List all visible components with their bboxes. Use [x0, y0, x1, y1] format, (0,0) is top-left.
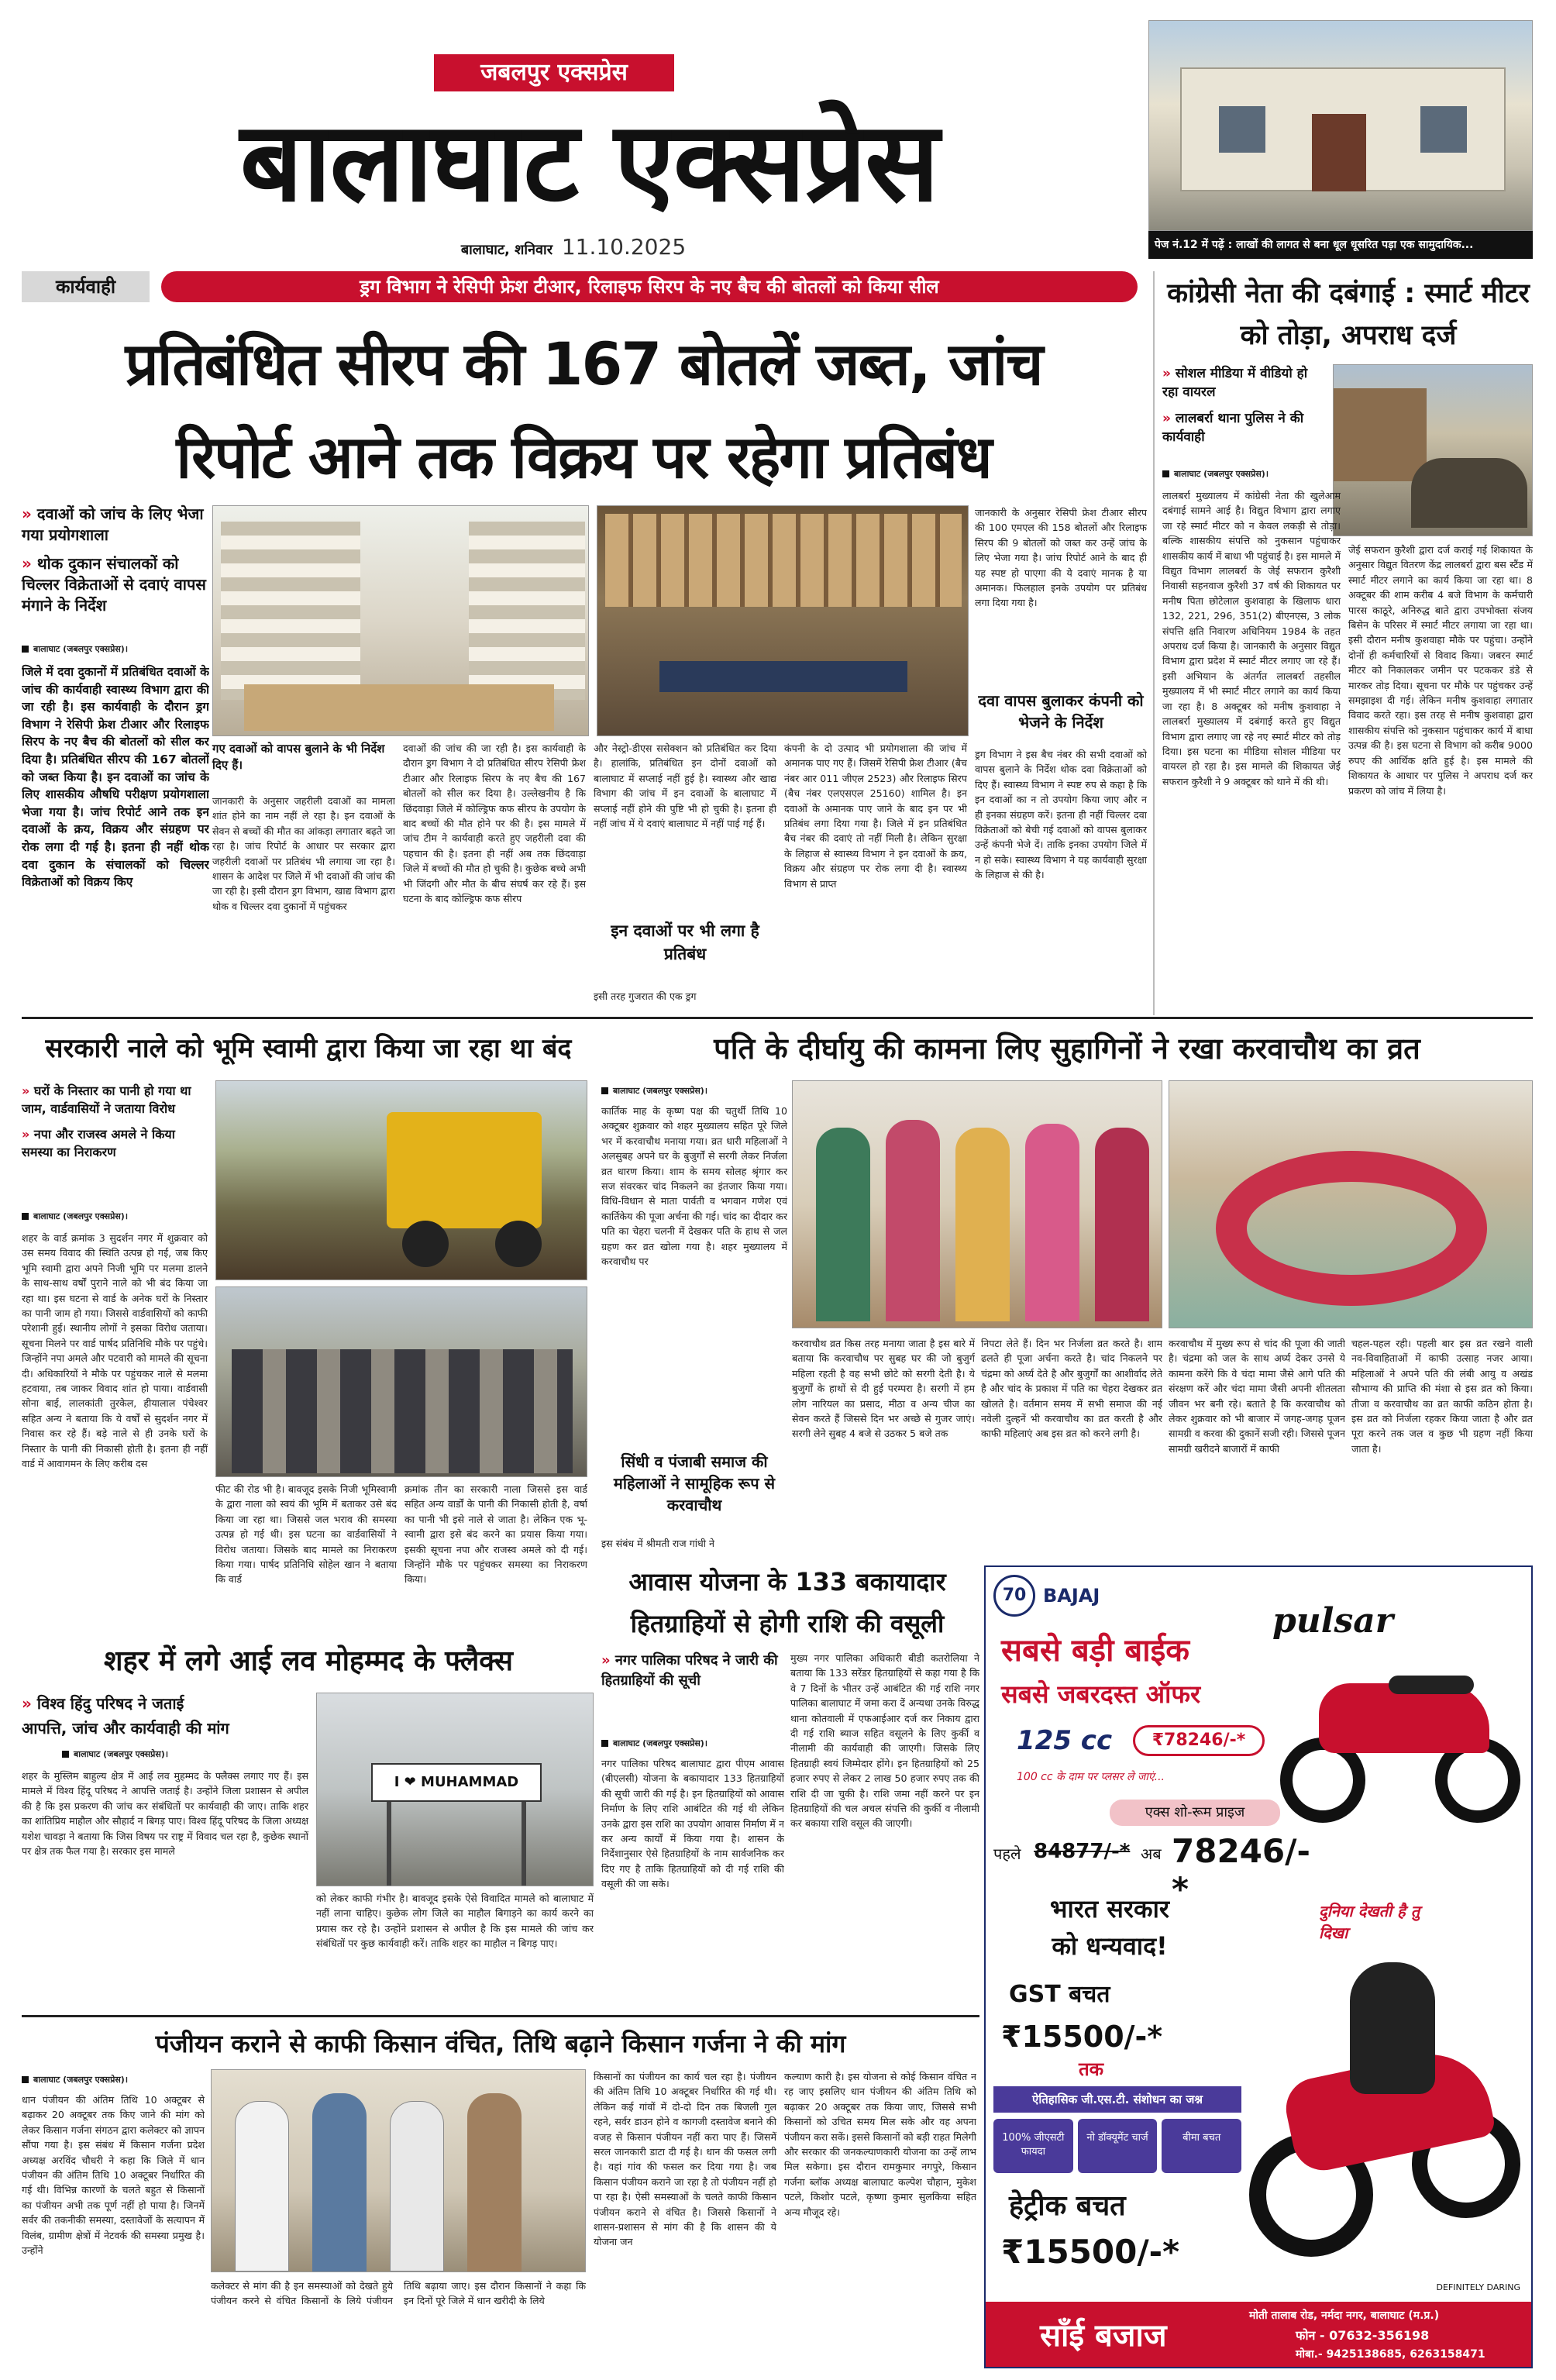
flex-col1: शहर के मुस्लिम बाहुल्य क्षेत्र में आई लव मुहम्मद के फ्लैक्स लगाए गए हैं। इस मामले में विश्व हिंदू परिषद ने आपत्ति जताई है। उन्होंने जिला प्रशासन से अपील की है कि इस प्रकरण की जांच कर संबंधितों पर कार्यवाही की जाए। ताकि शहर का शांतिप्रिय माहौल और सौहार्द न बिगड़ पाए। विश्व हिंदू परिषद के जिला अध्यक्ष यशेश चावड़ा ने बताया कि जिस विषय पर राष्ट्र में विवाद चल रहा है, कुछेक स्थानों पर क्षेत्र तक फैल गया है। सरकार इस मामले [22, 1770, 308, 1858]
congress-col1: लालबर्रा मुख्यालय में कांग्रेसी नेता की खुलेआम दबंगाई सामने आई है। विद्युत विभाग द्वारा लगाए जा रहे स्मार्ट मीटर को न केवल लकड़ी से तोड़ा। बल्कि शासकीय संपत्ति को नुकसान पहुंचाकर शासकीय कार्य में बाधा भी पहुंचाई है। इस मामले में विद्युत विभाग लालबर्रा के जेई सफरान कुरैशी निवासी सहनवाज कुरैशी 37 वर्ष की शिकायत पर मनीष पिता छोटेलाल कुशवाहा के खिलाफ धारा 132, 221, 296, 351(2) बीएनएस, 3 लोक संपत्ति क्षति निवारण अधिनियम 1984 के तहत अपराध दर्ज किया है। जानकारी के अनुसार विद्युत विभाग द्वारा प्रदेश में स्मार्ट मीटर लगाए जा रहे हैं। इसी अभियान के अंतर्गत लालबर्रा तहसील मुख्यालय में भी स्मार्ट मीटर लगाने का कार्य किया जा रहा है। 8 अक्टूबर को मनीष कुशवाहा ने लालबर्रा मुख्यालय में दबंगाई करते हुए विद्युत विभाग द्वारा लगाए जा रहे नए स्मार्ट मीटर को तोड़ दिया। इस घटना का मीडिया सोशल मीडिया पर वायरल हो रहा है। इस मामले की शिकायत जेई सफरान कुरैशी ने 9 अक्टूबर को थाने में की थी। [1162, 490, 1341, 787]
farmers-col4: कल्याण कारी है। इस योजना से कोई किसान वंचित न रह जाए इसलिए धान पंजीयन की अंतिम तिथि को बढ़ाकर 20 अक्टूबर तक किया जाए, जिससे सभी किसानों को उचित समय मिल सके और वह अपना पंजीयन करा सकें। इससे किसानों को बड़ी राहत मिलेगी और सरकार की जनकल्याणकारी योजना का उन्हें लाभ मिल सकेगा। इस दौरान रामकुमार नगपुरे, किसान गर्जना ब्लॉक अध्यक्ष बालाघाट कल्पेश चौहान, मुकेश पटले, किशोर पटले, कृष्णा कुमार सुलकिया सहित अन्य मौजूद रहे। [784, 2071, 976, 2218]
lead-byline [22, 643, 208, 655]
lead-intro: जिले में दवा दुकानों में प्रतिबंधित दवाओं के जांच की कार्यवाही स्वास्थ्य विभाग द्वारा की जा रही है। इस कार्यवाही के दौरान ड्रग विभाग ने रेसिपी फ्रेश टीआर और रिलाइफ सिरप के नए बैच की बोतलों को सील कर दिया है। प्रतिबंधित सीरप की 167 बोतलों को जब्त किया है। इन दवाओं का जांच के लिए शासकीय औषधि परीक्षण प्रयोगशाला भेजा गया है। जांच रिपोर्ट आने तक इन दवाओं के क्रय, विक्रय और संग्रहण पर रोक लगा दी गई है। इतना ही नहीं थोक दवा दुकान के संचालकों को चिल्लर विक्रेताओं को विक्रय किए [22, 665, 209, 890]
gst-reform-banner: ऐतिहासिक जी.एस.टी. संशोधन का जश्न [993, 2086, 1241, 2113]
dealer-address: मोती तालाब रोड, नर्मदा नगर, बालाघाट (म.प्र.) [1249, 2309, 1440, 2322]
lead-kicker-bar [22, 271, 1138, 302]
lead-col5: कंपनी के दो उत्पाद भी प्रयोगशाला की जांच में अमानक पाए गए हैं। जिसमें रेसिपी फ्रेश टीआर (बैच नंबर आर 011 जीएल 2523) और रिलाइफ सिरप (बैच नंबर एलएसएल 25160) शामिल है। इन दवाओं के अमानक पाए जाने के बाद इन पर भी प्रतिबंध लगा दिया गया है। जिले में इन प्रतिबंधित बैच नंबर की दवाएं तो नहीं मिली है। लेकिन सुरक्षा के लिहाज से स्वास्थ्य विभाग ने इन दवाओं के क्रय, विक्रय और संग्रहण पर रोक लगा दी है। स्वास्थ्य विभाग से प्राप्त [784, 742, 967, 890]
gst-amount: ₹15500/-* [1001, 2020, 1163, 2054]
thanks-line-1: भारत सरकार [1050, 1894, 1169, 1924]
circle-shape [1216, 1151, 1487, 1306]
wheel-shape [495, 1221, 542, 1267]
lead-bullet-text: दवाओं को जांच के लिए भेजा गया प्रयोगशाला [22, 505, 204, 544]
housing-byline [601, 1738, 780, 1749]
new-price: 78246/-* [1172, 1832, 1310, 1908]
section-rule [22, 1017, 1533, 1019]
column-divider [1153, 271, 1155, 1015]
figure-shape [1025, 1124, 1079, 1321]
lead-photo-inspection [597, 505, 969, 736]
flex-bullet-2: आपत्ति, जांच और कार्यवाही की मांग [22, 1719, 229, 1738]
byline-text: बालाघाट (जबलपुर एक्सप्रेस)। [33, 2075, 129, 2085]
farmers-headline: पंजीयन कराने से काफी किसान वंचित, तिथि बढ़ाने किसान गर्जना ने की मांग [155, 2029, 846, 2058]
crowd-shape [1411, 458, 1527, 528]
dealer-mobile: मोबा.- 9425138685, 6263158471 [1296, 2348, 1485, 2361]
karwa-subhead: सिंधी व पंजाबी समाज की महिलाओं ने सामूहिक रूप से करवाचौथ [613, 1452, 776, 1514]
drain-bullet: » घरों के निस्तार का पानी हो गया था जाम, वार्डवासियों ने जताया विरोध [22, 1083, 191, 1116]
byline-text: बालाघाट (जबलपुर एक्सप्रेस)। [33, 1211, 129, 1221]
lead-headline-1: प्रतिबंधित सीरप की 167 बोतलें जब्त, जांच [125, 329, 1042, 398]
flex-bullet-text: विश्व हिंदु परिषद ने जताई [36, 1694, 184, 1713]
karwa-col4: करवाचौथ में मुख्य रूप से चांद की पूजा की जाती है। चंद्रमा को जल के साथ अर्घ्य देकर उनसे ये कामना करेंगे कि वे चंदा मामा जैसे आगे पति की संरक्षण करें और चंदा मामा जैसी अपनी शीतलता जीवन भर बनी रहे। बताते है कि करवाचौथ को लेकर शुक्रवार को भी बाजार में जगह-जगह पूजन सामग्री व करवा की दुकानें सजी रही। जिससे पूजन सामग्री खरीदने बाजारों में काफी [1169, 1338, 1345, 1455]
byline-dot [22, 646, 29, 653]
shop-shape [1334, 388, 1427, 481]
housing-headline-2: हितग्राहियों से होगी राशि की वसूली [630, 1609, 945, 1638]
ad-headline-2: सबसे जबरदस्त ऑफर [1001, 1679, 1201, 1709]
lead-kicker: कार्यवाही [22, 271, 150, 302]
teaser-photo [1148, 20, 1533, 231]
drain-col3: क्रमांक तीन का सरकारी नाला जिससे इस वार्ड सहित अन्य वार्डों के पानी की निकासी होती है, वर्षा का पानी भी इसे नाले से जाता है। लेकिन एक भू-स्वामी द्वारा इसे बंद करने का प्रयास किया गया। इसकी सूचना नपा और राजस्व अमले को दी गई। जिन्होंने मौके पर पहुंचकर समस्या का निराकरण किया। [404, 1483, 587, 1586]
bajaj-brand: BAJAJ [1043, 1585, 1100, 1607]
housing-headline-1: आवास योजना के 133 बकायादार [628, 1567, 946, 1596]
benefits-row [993, 2119, 1241, 2173]
karwa-col3: निपटा लेते हैं। दिन भर निर्जला व्रत करते है। शाम ढलते ही पूजा अर्चना करते है। चांद निकलने पर चंद्रमा को अर्घ्य देते है और बुजुर्गों का आशीर्वाद लेते है और चांद के प्रकाश में पति का चेहरा देखकर व्रत खोलते है। वर्तमान समय में सभी समाज की नई नवेली दुल्हनें भी करवाचौथ का व्रत करती है और काफी महिलाएं अब इस व्रत को करने लगी है। [981, 1338, 1162, 1440]
teaser-strip: पेज नं.12 में पढ़ें : लाखों की लागत से बना धूल धूसरित पड़ा एक सामुदायिक... [1148, 231, 1533, 259]
cc-subtext: 100 cc के दाम पर प्लसर ले जाएं... [1017, 1771, 1165, 1783]
dealer-name: साँई बजाज [1040, 2318, 1167, 2354]
farmers-photo [211, 2069, 586, 2272]
group-label: जबलपुर एक्सप्रेस [434, 54, 674, 91]
price-row [993, 1832, 1319, 1908]
benefit-item: बीमा बचत [1162, 2119, 1241, 2173]
figure-shape [312, 2093, 367, 2272]
figure-shape [816, 1128, 870, 1321]
rider-graphic [1241, 1947, 1528, 2272]
gst-upto: तक [1079, 2058, 1104, 2080]
karwa-col1: कार्तिक माह के कृष्ण पक्ष की चतुर्थी तिथि 10 अक्टूबर शुक्रवार को शहर मुख्यालय सहित पूरे जिले भर में करवाचौथ मनाया गया। व्रत धारी महिलाओं ने अलसुबह अपने घर के बुजुर्गों से सरगी लेकर निर्जला व्रत धारण किया। शाम के समय सोलह श्रृंगार कर सज संवरकर चांद निकलने का इंतजार किया गया। विधि-विधान से माता पार्वती व भगवान गणेश एवं कार्तिकेय की पूजा अर्चना की गई। चांद का दीदार कर पति का चेहरा चलनी में देखकर पति के हाथ से जल ग्रहण कर व्रत खोला गया है। शहर मुख्यालय में करवाचौथ पर [601, 1105, 787, 1268]
pole-shape [522, 1802, 526, 1886]
byline-dot [62, 1751, 69, 1758]
dateline [418, 234, 728, 260]
congress-bullets [1162, 364, 1325, 446]
byline-text: बालाघाट (जबलपुर एक्सप्रेस)। [74, 1749, 169, 1759]
ad-tagline: दुनिया देखती है तु दिखा [1319, 1902, 1420, 1942]
bajaj-ad[interactable] [984, 1565, 1533, 2368]
figure-shape [390, 2101, 444, 2272]
karwa-col2: करवाचौथ व्रत किस तरह मनाया जाता है इस बारे में बताया कि करवाचौथ पर सुबह घर की जो बुजुर्ग महिला रहती है वह सभी छोटे को सरगी देती है। ये बुजुर्गों के हाथों से दी हुई परम्परा है। सरगी में हम लोग नारियल का प्रसाद, मीठा व अन्य चीज का सेवन करते हैं जिससे दिन भर अच्छे से गुजर जाएं। सरगी लेने सुबह 4 बजे से उठकर 5 बजे तक [792, 1338, 975, 1440]
lead-subhead-2: दवा वापस बुलाकर कंपनी को भेजने के निर्देश [978, 691, 1144, 732]
figure-shape [1095, 1128, 1149, 1321]
congress-photo [1333, 364, 1533, 536]
karwa-byline [601, 1085, 787, 1097]
pulsar-tag: DEFINITELY DARING [1436, 2282, 1520, 2292]
flex-byline [62, 1748, 263, 1760]
lead-col3: दवाओं की जांच की जा रही है। इस कार्यवाही के दौरान ड्रग विभाग ने दो प्रतिबंधित सीरप रेसिपी फ्रेश टीआर और रिलाइफ सिरप के नए बैच की 167 बोतलों को सील कर दिया है। उल्लेखनीय है कि छिंदवाड़ा जिले में कोल्ड्रिफ कफ सीरप के उपयोग के बाद बच्चों की मौत होने पर की है। इस मामले में जांच टीम ने कार्यवाही करते हुए जहरीली दवा की पहचान की है। इतना ही नहीं अब तक छिंदवाड़ा जिले में बच्चों की मौत हो चुकी है। कुछेक बच्चे अभी भी जिंदगी और मौत के बीच संघर्ष कर रहे हैं। इस घटना के बाद कोल्ड्रिफ कफ सीरप [403, 742, 586, 905]
karwa-photo-circle [1169, 1080, 1533, 1328]
drain-photo-jcb [215, 1080, 587, 1280]
drain-bullet-text: घरों के निस्तार का पानी हो गया था जाम, वार्डवासियों ने जताया विरोध [22, 1083, 191, 1116]
lead-bullets [22, 504, 208, 616]
dateline-place: बालाघाट, शनिवार [460, 242, 553, 258]
gst-label: GST बचत [1009, 1981, 1110, 2008]
rider-shape [1350, 1962, 1435, 2094]
drain-byline [22, 1211, 208, 1222]
cc-box [1017, 1719, 1272, 1762]
window-shape [1219, 106, 1265, 153]
seat-shape [1389, 1676, 1474, 1694]
karwa-photo-women [792, 1080, 1162, 1328]
congress-col2: जेई सफरान कुरैशी द्वारा दर्ज कराई गई शिकायत के अनुसार विद्युत वितरण केंद्र लालबर्रा द्वारा बस स्टैंड में स्मार्ट मीटर लगाने का कार्य किया जा रहा था। 8 अक्टूबर की शाम करीब 4 बजे विभाग के कर्मचारी पारस काठूरे, अनिरुद्ध बाते द्वारा उपभोक्ता संजय बिसेन के परिसर में स्मार्ट मीटर लगाया जा रहा था। इसी दौरान मनीष कुशवाहा मौके पर पहुंचा। उन्होंने दोनों ही कर्मचारियों से विवाद किया। जबरन स्मार्ट मीटर को निकालकर जमीन पर पटककर डंडे से मारकर तोड़ दिया। सूचना पर मौके पर पहुंचकर उन्हें समझाइश दी गई। लेकिन मनीष कुशवाहा लगातार विवाद करते रहा। इस तरह से मनीष कुशवाहा द्वारा शासकीय संपत्ति को नुकसान पहुंचाकर कार्य में बाधा उत्पन्न की है। इस घटना से विभाग को करीब 9000 रुपए की आर्थिक क्षति हुई है। इस मामले की शिकायत के आधार पर पुलिस ने अपराध दर्ज कर प्रकरण को जांच में लिया है। [1348, 544, 1533, 797]
shelf-shape [221, 522, 360, 700]
wheel-shape [402, 1221, 449, 1267]
jcb-shape [387, 1112, 542, 1228]
cc-price: ₹78246/-* [1133, 1725, 1265, 1756]
congress-bullet-text: सोशल मीडिया में वीडियो हो रहा वायरल [1162, 366, 1308, 400]
dealer-phone: फोन - 07632-356198 [1296, 2328, 1430, 2343]
flex-bullet: » विश्व हिंदु परिषद ने जताई [22, 1694, 184, 1713]
pulsar-brand: pulsar [1272, 1601, 1393, 1641]
byline-dot [1162, 470, 1169, 477]
window-shape [1420, 106, 1467, 153]
byline-dot [601, 1740, 608, 1747]
anniversary-badge: 70 [993, 1575, 1035, 1617]
drain-bullet: » नपा और राजस्व अमले ने किया समस्या का निराकरण [22, 1127, 175, 1159]
now-label: अब [1141, 1844, 1162, 1863]
farmers-caption: कलेक्टर से मांग की है इन समस्याओं को देखते हुये पंजीयन करने से वंचित किसानों के लिये पंजीयन तिथि बढ़ाया जाए। इस दौरान किसानों ने कहा कि इन दिनों पूरे जिले में धान खरीदी के लिये [211, 2280, 586, 2307]
old-price: 84877/-* [1034, 1840, 1131, 1863]
housing-col2: मुख्य नगर पालिका अधिकारी बीडी कतरोलिया ने बताया कि 133 सरेंडर हितग्राहियों से कहा गया है कि वे 7 दिनों के भीतर उन्हें आबंटित की गई राशि नगर पालिका बालाघाट में जमा करा दें अन्यथा उनके विरुद्ध थाना कोतवाली में एफआईआर दर्ज कर निकाय द्वारा दी गई राशि ब्याज सहित वसूलने के लिए कुर्की व नीलामी की कार्यवाही की जाएगी। जिसके लिए हितग्राही स्वयं जिम्मेदार होंगे। इन हितग्राहियों को 25 हजार रुपए से लेकर 2 लाख 50 हजार रुपए तक की राशि दी जा चुकी है। राशि जमा नहीं करने पर इन हितग्राहियों की चल अचल संपत्ति की कुर्की व नीलामी कर बकाया राशि वसूल की जाएगी। [790, 1652, 979, 1830]
paper-title: बालाघाट एक्सप्रेस [239, 98, 938, 226]
farmers-col3: किसानों का पंजीयन का कार्य चल रहा है। पंजीयन की अंतिम तिथि 10 अक्टूबर निर्धारित की गई थी। लेकिन कई गांवों में दो-दो दिन तक बिजली गुल रहने, सर्वर डाउन होने व कागजी दस्तावेज बनाने की वजह से किसान पंजीयन नहीं करा पाए हैं। जिसमें सरल जानकारी डाटा दी गई है। धान की फसल लगी है। वहां गांव की फसल कर दिया गया है। जब किसान पंजीयन कराने जा रहा है तो पंजीयन नहीं हो पा रहा है। ऐसी समस्याओं के चलते काफी किसान पंजीयन कराने से वंचित है। जिससे किसानों ने शासन-प्रशासन से मांग की है कि शासन की ये योजना जन [594, 2071, 776, 2248]
figure-shape [955, 1128, 1010, 1321]
lead-strap: ड्रग विभाग ने रेसिपी फ्रेश टीआर, रिलाइफ सिरप के नए बैच की बोतलों को किया सील [161, 271, 1138, 302]
lead-col4b: इसी तरह गुजरात की एक ड्रग [594, 990, 697, 1002]
byline-text: बालाघाट (जबलपुर एक्सप्रेस)। [33, 644, 129, 654]
pole-shape [387, 1802, 391, 1886]
congress-bullet: » लालबर्रा थाना पुलिस ने की कार्यवाही [1162, 411, 1304, 445]
ad-headline-1: सबसे बड़ी बाईक [1001, 1633, 1189, 1669]
lead-col4: और नेस्ट्रो-डीएस ससेक्शन को प्रतिबंधित कर दिया है। हालांकि, प्रतिबंधित इन दोनों दवाओं को बालाघाट में सप्लाई नहीं हुई है। स्वास्थ्य और खाद्य विभाग की जांच में इन दवाओं के बालाघाट में सप्लाई नहीं होने की पुष्टि भी हो चुकी है। इतना ही नहीं जांच में ये दवाएं बालाघाट में नहीं पाई गई हैं। [594, 742, 776, 830]
lead-col2: जानकारी के अनुसार जहरीली दवाओं का मामला शांत होने का नाम नहीं ले रहा है। इन दवाओं के सेवन से बच्चों की मौत का आंकड़ा लगातार बढ़ते जा रहा है। जांच रिपोर्ट के आधार पर सरकार द्वारा जहरीली दवाओं पर प्रतिबंध भी लगाया जा रहा है। शासन के आदेश पर जिले में भी दवाओं की जांच की जा रही है। इसी दौरान ड्रग विभाग, खाद्य विभाग द्वारा थोक व चिल्लर दवा दुकानों में पहुंचकर [212, 795, 395, 912]
housing-col1: नगर पालिका परिषद बालाघाट द्वारा पीएम आवास (बीएलसी) योजना के बकायादार 133 हितग्राहियों की सूची जारी की गई है। इन हितग्राहियों को आवास निर्माण के लिए राशि आबंटित की गई थी लेकिन उनके द्वारा इस राशि का उपयोग आवास निर्माण में न कर अन्य कार्यों में किया गया है। शासन के निर्देशानुसार ऐसे हितग्राहियों के नाम सार्वजनिक कर दिए गए है ताकि हितग्राहियों को दी गई राशि की वसूली की जा सके। [601, 1758, 784, 1890]
thanks-line-2: को धन्यवाद! [1052, 1931, 1168, 1961]
figure-shape [235, 2101, 289, 2272]
drain-bullets [22, 1082, 208, 1161]
section-rule [22, 2015, 979, 2017]
congress-byline [1162, 468, 1325, 480]
flex-headline: शहर में लगे आई लव मोहम्मद के फ्लैक्स [103, 1645, 514, 1677]
drain-photo-crowd [215, 1286, 587, 1477]
lead-subhead-1: इन दवाओं पर भी लगा है प्रतिबंध [611, 921, 759, 963]
drain-headline: सरकारी नाले को भूमि स्वामी द्वारा किया जा रहा था बंद [45, 1033, 572, 1064]
figure-shape [467, 2093, 522, 2272]
masthead [31, 31, 1147, 263]
lead-photo-pharmacy [212, 505, 589, 736]
lead-headline-2: रिपोर्ट आने तक विक्रय पर रहेगा प्रतिबंध [176, 422, 991, 491]
farmers-col1: धान पंजीयन की अंतिम तिथि 10 अक्टूबर से बढ़ाकर 20 अक्टूबर तक किए जाने की मांग को लेकर किसान गर्जना संगठन द्वारा कलेक्टर को ज्ञापन सौंपा गया है। इस संबंध में किसान गर्जना प्रदेश अध्यक्ष अरविंद चौधरी ने कहा कि जिले में धान पंजीयन की अंतिम तिथि 10 अक्टूबर निर्धारित की गई थी। विभिन्न कारणों के चलते बहुत से किसानों का पंजीयन अभी तक पूर्ण नहीं हो पाया है। जिनमें सर्वर की तकनीकी समस्या, दस्तावेजों के सत्यापन में विलंब, ग्रामीण क्षेत्रों में नेटवर्क की समस्या प्रमुख है। उन्होंने [22, 2094, 205, 2257]
dateline-date: 11.10.2025 [561, 234, 687, 260]
byline-text: बालाघाट (जबलपुर एक्सप्रेस)। [613, 1086, 708, 1096]
before-label: पहले [993, 1844, 1021, 1863]
flex-photo [316, 1693, 594, 1886]
lead-col6a: जानकारी के अनुसार रेसिपी फ्रेश टीआर सीरप की 100 एमएल की 158 बोतलों और रिलाइफ सिरप की 9 बोतलों को जब्त कर उन्हें जांच के लिए भेजा गया है। जांच रिपोर्ट आने के बाद ही यह स्पष्ट हो पाएगा की ये दवाएं मानक है या अमानक। फिलहाल इनके उपयोग पर प्रतिबंध लगा दिया गया है। [975, 507, 1147, 609]
lead-col6b: ड्रग विभाग ने इस बैच नंबर की सभी दवाओं को वापस बुलाने के निर्देश थोक दवा विक्रेताओं को दिए हैं। स्वास्थ्य विभाग ने स्पष्ट रुप से कहा है कि इन दवाओं का न तो उपयोग किया जाए और न ही इनका संग्रहण करें। इतना ही नहीं चिल्लर दवा विक्रेताओं को बेची गई दवाओं को वापस बुलाकर उन्हें कंपनी भेजे दें। ताकि इनका उपयोग जिले में न हो सके। स्वास्थ्य विभाग ने यह कार्यवाही सुरक्षा के लिहाज से की है। [975, 749, 1147, 881]
figure-shape [886, 1120, 940, 1321]
lead-bullet: » दवाओं को जांच के लिए भेजा गया प्रयोगशाला [22, 505, 204, 544]
crowd-shape [232, 1349, 573, 1473]
lead-bullet: » थोक दुकान संचालकों को चिल्लर विक्रेताओं से दवाएं वापस मंगाने के निर्देश [22, 554, 206, 615]
congress-headline: कांग्रेसी नेता की दबंगाई : स्मार्ट मीटर को तोड़ा, अपराध दर्ज [1167, 278, 1530, 351]
byline-dot [22, 1213, 29, 1220]
karwa-headline: पति के दीर्घायु की कामना लिए सुहागिनों ने रखा करवाचौथ का व्रत [714, 1032, 1420, 1066]
karwa-col5: चहल-पहल रही। पहली बार इस व्रत रखने वाली नव-विवाहिताओं में काफी उत्साह नजर आया। महिलाओं ने अपने पति की लंबी आयु व अखंड सौभाग्य की प्राप्ति की मंशा से इस व्रत को किया। तीजा व करवाचौथ का व्रत काफी कठिन होता है। इस व्रत को निर्जला रहकर किया जाता है और व्रत पूरा करने तक जल व कुछ भी ग्रहण नहीं किया जाता है। [1351, 1338, 1533, 1455]
lead-photo-caption: गए दवाओं को वापस बुलाने के भी निर्देश दिए हैं। [212, 742, 385, 772]
congress-bullet: » सोशल मीडिया में वीडियो हो रहा वायरल [1162, 366, 1308, 400]
ex-showroom-label: एक्स शो-रूम प्राइज [1110, 1800, 1280, 1826]
shelf-shape [469, 522, 585, 700]
door-shape [1312, 114, 1366, 191]
boxes-shape [244, 684, 554, 731]
drain-col1: शहर के वार्ड क्रमांक 3 सुदर्शन नगर में शुक्रवार को उस समय विवाद की स्थिति उत्पन्न हो गई, जब किए भूमि स्वामी द्वारा अपने निजी भूमि पर मलमा डालने के साथ-साथ वर्षों पुराने नाले को भी बंद किया जा रहा था। इस घटना से वार्ड के अनेक घरों के निस्तार का पानी जाम हो गया। जिससे वार्डवासियों को काफी परेशानी हुई। स्थानीय लोगों ने इसका विरोध जताया। सूचना मिलने पर वार्ड पार्षद प्रतिनिधि मौके पर पहुंचे। जिन्होंने नपा अमले और पटवारी को मामले की सूचना दी। अधिकारियों ने मौके पर पहुंचकर नाले से मलमा हटवाया, तब जाकर विवाद शांत हो पाया। वार्डवासी सोना बाई, लालकांती तुरकेल, हीयालाल पंचेश्वर सहित अन्य ने बताया कि ये वर्षों से सुदर्शन नगर में निवास कर रहे हैं। बड़े नाले से ही उनके घरों के निस्तार के पानी की निकासी होती है। इतना ही नहीं वार्ड में आवागमन के लिए करीब दस [22, 1232, 208, 1470]
lead-bullet-text: थोक दुकान संचालकों को चिल्लर विक्रेताओं से दवाएं वापस मंगाने के निर्देश [22, 554, 206, 615]
shelf-shape [605, 514, 962, 607]
motorcycle-graphic [1280, 1652, 1528, 1823]
farmers-byline [22, 2074, 208, 2086]
byline-dot [601, 1087, 608, 1094]
housing-bullet-text: नगर पालिका परिषद ने जारी की हितग्राहियों की सूची [601, 1652, 778, 1689]
congress-bullet-text: लालबर्रा थाना पुलिस ने की कार्यवाही [1162, 411, 1304, 445]
flex-col2: को लेकर काफी गंभीर है। बावजूद इसके ऐसे विवादित मामले को बालाघाट में नहीं लाना चाहिए। कुछेक लोग जिले का माहौल बिगाड़ने का कार्य करने का प्रयास कर रहे है। उन्होंने प्रशासन से अपील है कि इस मामले की जांच कर संबंधितों पर कुछ कार्यवाही करें। ताकि शहर का माहौल न बिगड़ पाए। [316, 1893, 594, 1950]
flex-banner-sign: I ❤ MUHAMMAD [371, 1763, 542, 1802]
karwa-col1b: इस संबंध में श्रीमती राज गांधी ने [601, 1538, 714, 1549]
byline-text: बालाघाट (जबलपुर एक्सप्रेस)। [1174, 469, 1269, 479]
table-shape [659, 661, 907, 692]
ad-footer [986, 2302, 1533, 2368]
benefit-item: नो डॉक्यूमेंट चार्ज [1078, 2119, 1158, 2173]
drain-caption: फीट की रोड भी है। बावजूद इसके निजी भूमिस्वामी के द्वारा नाला को स्वयं की भूमि में बताकर उसे बंद किया जा रहा था। जिससे जल भराव की समस्या उत्पन्न हो गई थी। इस घटना का वार्डवासियों ने विरोध जताया। जिसके बाद मामले का निराकरण किया गया। पार्षद प्रतिनिधि सोहेल खान ने बताया कि वार्ड [215, 1483, 397, 1586]
benefit-item: 100% जीएसटी फायदा [993, 2119, 1073, 2173]
drain-bullet-text: नपा और राजस्व अमले ने किया समस्या का निराकरण [22, 1127, 175, 1159]
byline-dot [22, 2076, 29, 2083]
trick-label: हेट्रीक बचत [1009, 2190, 1126, 2222]
cc-label: 125 cc [1017, 1725, 1113, 1756]
byline-text: बालाघाट (जबलपुर एक्सप्रेस)। [613, 1738, 708, 1748]
housing-bullet: » नगर पालिका परिषद ने जारी की हितग्राहियों की सूची [601, 1652, 778, 1689]
trick-amount: ₹15500/-* [1001, 2233, 1180, 2271]
